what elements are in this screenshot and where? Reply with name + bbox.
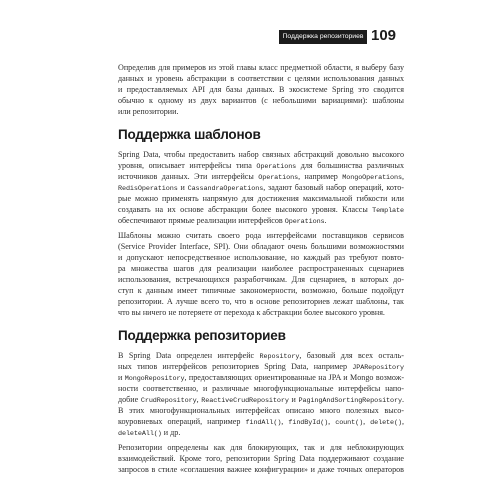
inline-code: deleteAll() (118, 430, 162, 438)
inline-code: ReactiveCrudRepository (201, 397, 289, 405)
text-line (118, 464, 404, 475)
text-line (118, 453, 404, 464)
text-line-content (118, 275, 404, 284)
text-line-content (118, 74, 404, 83)
text-line-content (118, 264, 404, 273)
text-run: источников данных. Эти интерфейсы (118, 172, 259, 181)
text-run: ра множества шагов для реализации наиболее распространенных сценариев (118, 264, 404, 273)
text-line (118, 160, 404, 171)
paragraph (118, 230, 404, 318)
text-run: использования, встречающихся разработчикам. Для сценариев, в которых до- (118, 275, 404, 284)
text-run: , (281, 417, 289, 426)
text-line (118, 296, 404, 307)
text-line (118, 361, 404, 372)
text-line (118, 241, 404, 252)
text-line (118, 95, 404, 106)
text-line (118, 182, 404, 193)
text-line-content (118, 465, 404, 474)
text-line (118, 263, 404, 274)
text-run: . (401, 395, 404, 404)
text-run: и (288, 395, 299, 404)
text-run: ности соответственно, и различные многофункциональные интерфейсы напо- (118, 384, 404, 393)
section-heading: Поддержка шаблонов (118, 127, 261, 142)
text-run: В этих многофункциональных интерфейсах описано много полезных высо- (118, 406, 404, 415)
text-line-content (118, 362, 404, 371)
text-line-content (118, 63, 404, 72)
text-line-content (118, 150, 404, 159)
text-line-content (118, 384, 404, 393)
text-line-content (118, 417, 404, 426)
text-line (118, 215, 404, 226)
text-run: , базовый для всех осталь- (299, 351, 404, 360)
text-run: запросов в стиле «соглашения важнее конфигурации» и даже точных операторов (118, 465, 404, 474)
text-run: уровня, описывает интерфейсы типа (118, 161, 257, 170)
text-line-content (118, 373, 404, 382)
text-run: Определив для примеров из этой главы класс предметной области, я выберу базу (118, 63, 404, 72)
text-line (118, 442, 404, 453)
text-line-content (118, 194, 404, 203)
text-run: . (324, 216, 327, 225)
text-line-content (118, 216, 327, 225)
text-run: , (401, 417, 405, 426)
text-line (118, 383, 404, 394)
text-run: данных и уровень абстракции в соответствии с целями использования данных (118, 74, 404, 83)
text-run: и (118, 373, 125, 382)
text-line (118, 416, 404, 427)
text-line (118, 252, 404, 263)
text-line-content (118, 161, 404, 170)
text-line-content (118, 205, 404, 214)
text-line-content (118, 286, 404, 295)
page-number: 109 (371, 27, 397, 44)
running-header-title: Поддержка репозиториев (282, 33, 364, 40)
text-line-content (118, 454, 404, 463)
text-line-content (118, 428, 180, 437)
text-run: Репозитории определены как для блокирующих, так и для неблокирующих (118, 443, 404, 452)
text-run: (Service Provider Interface, SPI). Они обладают очень большими возможностями (118, 242, 404, 251)
text-line (118, 350, 404, 361)
text-line (118, 230, 404, 241)
text-line-content (118, 183, 404, 192)
running-header (279, 30, 367, 44)
text-run: , задают базовый набор операций, кото- (263, 183, 404, 192)
inline-code: count() (335, 419, 364, 427)
text-run: обычно к одному из двух вариантов (с небольшими вариациями): шаблоны (118, 96, 404, 105)
text-line (118, 394, 404, 405)
inline-code: JPARepository (352, 364, 404, 372)
text-line-content (118, 85, 404, 94)
inline-code: findAll() (245, 419, 282, 427)
text-run: ступ к данным имеет типичные закономерности, возможно, больше подойдут (118, 286, 404, 295)
text-run: рые можно применять напрямую для достижения максимальной гибкости или (118, 194, 404, 203)
text-run: Spring Data, чтобы предоставить набор связных абстракций довольно высокого (118, 150, 404, 159)
text-run: создавать на их основе абстракции более высокого уровня. Классы (118, 205, 373, 214)
inline-code: delete() (370, 419, 402, 427)
text-line (118, 171, 404, 182)
text-line (118, 62, 404, 73)
text-run: или репозитории. (118, 107, 179, 116)
text-line (118, 193, 404, 204)
text-line (118, 84, 404, 95)
text-run: взаимодействий. Кроме того, репозитории Spring Data поддерживают создание (118, 454, 404, 463)
inline-code: Repository (259, 353, 300, 361)
text-line-content (118, 308, 385, 317)
inline-code: findById() (288, 419, 329, 427)
text-line-content (118, 253, 404, 262)
text-run: ных типов интерфейсов репозиториев Spring Data, например (118, 362, 353, 371)
text-line (118, 405, 404, 416)
text-line-content (118, 406, 404, 415)
inline-code: Operations (258, 174, 299, 182)
text-line (118, 204, 404, 215)
inline-code: Operations (284, 218, 325, 226)
text-line (118, 285, 404, 296)
text-line-content (118, 242, 404, 251)
text-run: и допускают непосредственное использование, но каждый раз требуют повто- (118, 253, 404, 262)
text-run: , (196, 395, 202, 404)
text-run: и (177, 183, 188, 192)
text-line (118, 106, 404, 117)
page-body (118, 62, 404, 475)
paragraph (118, 149, 404, 226)
text-run: коуровневых операций, например (118, 417, 246, 426)
inline-code: MongoOperations (342, 174, 402, 182)
text-run: и предоставляемых API для базы данных. В экосистеме Spring это сводится (118, 85, 404, 94)
text-run: что вы ничего не потеряете от перехода к абстракции более высокого уровня. (118, 308, 385, 317)
text-line (118, 427, 404, 438)
inline-code: Template (372, 207, 404, 215)
text-line-content (118, 351, 404, 360)
text-run: Шаблоны можно считать своего рода интерфейсами поставщиков сервисов (118, 231, 404, 240)
text-run: В Spring Data определен интерфейс (118, 351, 260, 360)
section-heading: Поддержка репозиториев (118, 328, 286, 343)
text-line (118, 73, 404, 84)
text-run: и др. (161, 428, 181, 437)
text-run: , предоставляющих ориентированные на JPA и Mongo возмож- (184, 373, 405, 382)
text-line-content (118, 395, 404, 404)
inline-code: PagingAndSortingRepository (298, 397, 402, 405)
text-line-content (118, 96, 404, 105)
text-line-content (118, 172, 404, 181)
text-line-content (118, 231, 404, 240)
text-line-content (118, 297, 404, 306)
paragraph (118, 350, 404, 438)
text-line-content (118, 443, 404, 452)
text-run: , (363, 417, 371, 426)
text-run: , (401, 172, 404, 181)
paragraph (118, 62, 404, 117)
text-line (118, 274, 404, 285)
inline-code: CassandraOperations (187, 185, 264, 193)
text-run: , например (298, 172, 343, 181)
text-run: обеспечивают прямые реализации интерфейсов (118, 216, 285, 225)
text-line (118, 372, 404, 383)
inline-code: Operations (256, 163, 297, 171)
inline-code: RedisOperations (118, 185, 178, 193)
inline-code: MongoRepository (124, 375, 185, 383)
text-run: репозитории. А лучше всего то, что в основе репозиториев лежат шаблоны, так (118, 297, 404, 306)
text-line (118, 307, 404, 318)
text-line (118, 149, 404, 160)
text-run: добие (118, 395, 141, 404)
text-run: для большинства различных (296, 161, 405, 170)
inline-code: CrudRepository (140, 397, 197, 405)
text-run: , (328, 417, 336, 426)
paragraph (118, 442, 404, 475)
text-line-content (118, 107, 178, 116)
